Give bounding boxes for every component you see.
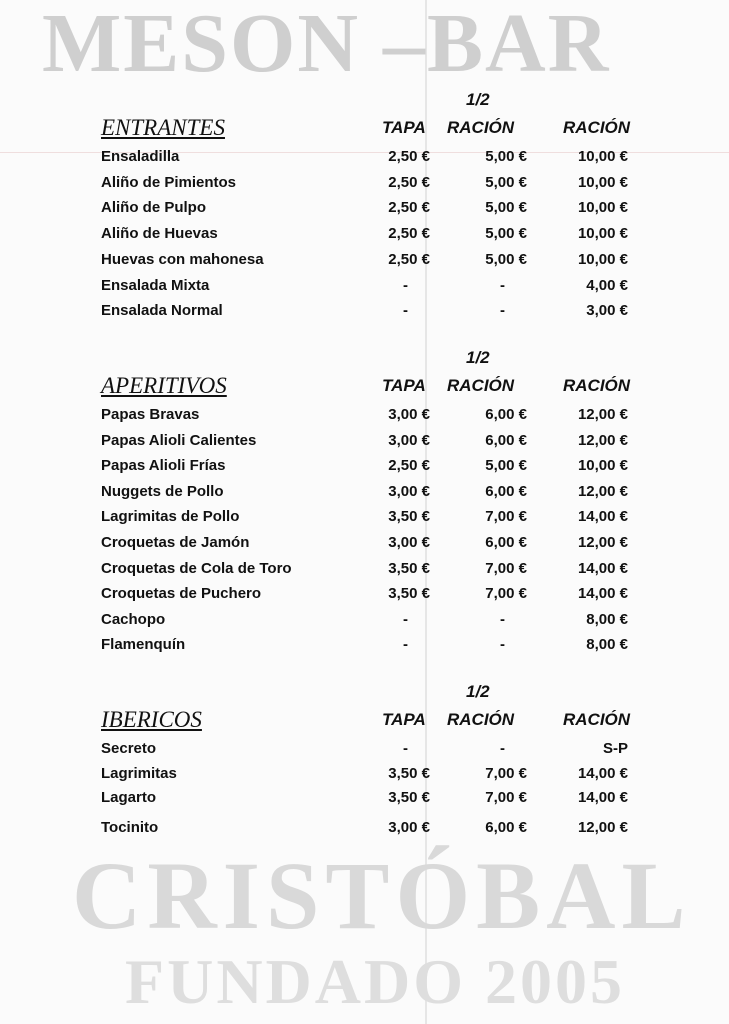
price-tapa: - xyxy=(403,302,408,320)
menu-item-row xyxy=(0,584,729,608)
menu-item-row xyxy=(0,610,729,634)
price-tapa: 2,50 € xyxy=(388,225,430,243)
price-tapa: 3,00 € xyxy=(388,818,430,836)
price-media-racion: 7,00 € xyxy=(485,559,527,577)
item-name: Lagarto xyxy=(101,789,157,807)
price-racion: 14,00 € xyxy=(577,559,628,577)
item-name: Flamenquín xyxy=(101,636,186,654)
price-media-racion: - xyxy=(500,610,505,628)
item-name: Papas Bravas xyxy=(101,406,200,423)
item-name: Lagrimitas de Pollo xyxy=(101,508,240,526)
price-media-racion: 5,00 € xyxy=(485,457,527,475)
column-media-racion: RACIÓN xyxy=(447,710,515,729)
item-name: Cachopo xyxy=(101,610,166,628)
price-racion: 4,00 € xyxy=(586,276,628,294)
price-media-racion: - xyxy=(500,302,505,320)
price-tapa: 3,00 € xyxy=(388,431,430,449)
price-tapa: 3,50 € xyxy=(388,559,430,577)
item-name: Papas Alioli Frías xyxy=(101,457,226,475)
price-racion: 8,00 € xyxy=(586,610,628,628)
item-name: Croquetas de Jamón xyxy=(101,534,250,551)
price-racion: 3,00 € xyxy=(586,302,628,320)
menu-item-row xyxy=(0,431,729,455)
price-tapa: - xyxy=(403,740,408,757)
price-racion: 12,00 € xyxy=(577,482,628,500)
price-media-racion: 5,00 € xyxy=(485,225,527,243)
price-tapa: 2,50 € xyxy=(388,173,430,191)
column-tapa: TAPA xyxy=(382,118,426,137)
price-media-racion: 7,00 € xyxy=(485,764,527,782)
price-media-racion: 5,00 € xyxy=(485,173,527,191)
column-racion: RACIÓN xyxy=(563,118,631,137)
section-title: ENTRANTES xyxy=(101,115,225,140)
menu-item-row xyxy=(0,559,729,583)
price-tapa: 2,50 € xyxy=(388,199,430,217)
price-tapa: 3,50 € xyxy=(388,764,430,782)
price-racion: 10,00 € xyxy=(577,199,628,217)
price-tapa: 3,00 € xyxy=(388,406,430,423)
menu-item-row xyxy=(0,764,729,788)
price-racion: 14,00 € xyxy=(577,764,628,782)
price-racion: 10,00 € xyxy=(577,250,628,268)
price-tapa: - xyxy=(403,276,408,294)
menu-item-row xyxy=(0,405,729,429)
price-racion: 10,00 € xyxy=(577,225,628,243)
menu-item-row xyxy=(0,147,729,171)
price-media-racion: 5,00 € xyxy=(485,199,527,217)
menu-item-row xyxy=(0,456,729,480)
column-racion: RACIÓN xyxy=(563,710,631,729)
menu-item-row xyxy=(0,635,729,659)
price-tapa: - xyxy=(403,636,408,654)
price-racion: 14,00 € xyxy=(577,585,628,603)
menu-item-row xyxy=(0,224,729,248)
watermark-fundado: FUNDADO 2005 xyxy=(125,946,625,1017)
menu-item-row xyxy=(0,507,729,531)
item-name: Croquetas de Cola de Toro xyxy=(101,559,292,577)
price-racion: 12,00 € xyxy=(577,406,628,423)
price-racion: 10,00 € xyxy=(577,173,628,191)
column-media-racion: RACIÓN xyxy=(447,118,515,137)
price-racion: S-P xyxy=(602,740,628,757)
price-media-racion: 7,00 € xyxy=(485,508,527,526)
item-name: Ensaladilla xyxy=(101,148,180,165)
item-name: Aliño de Pimientos xyxy=(101,173,237,191)
price-racion: 8,00 € xyxy=(586,636,628,654)
item-name: Aliño de Huevas xyxy=(101,225,218,243)
price-media-racion: 6,00 € xyxy=(485,818,527,836)
menu-item-row xyxy=(0,301,729,325)
section-title: APERITIVOS xyxy=(101,373,227,398)
price-media-racion: - xyxy=(500,636,505,654)
price-media-racion: 5,00 € xyxy=(485,148,527,165)
item-name: Secreto xyxy=(101,740,157,757)
item-name: Nuggets de Pollo xyxy=(101,482,224,500)
price-tapa: 2,50 € xyxy=(388,250,430,268)
menu-item-row xyxy=(0,482,729,506)
item-name: Lagrimitas xyxy=(101,764,177,782)
menu-item-row xyxy=(0,533,729,557)
column-racion: RACIÓN xyxy=(563,376,631,395)
price-tapa: 3,50 € xyxy=(388,789,430,807)
price-racion: 12,00 € xyxy=(577,431,628,449)
column-tapa: TAPA xyxy=(382,710,426,729)
item-name: Huevas con mahonesa xyxy=(101,250,264,268)
price-tapa: 3,50 € xyxy=(388,508,430,526)
price-tapa: 3,00 € xyxy=(388,482,430,500)
price-racion: 10,00 € xyxy=(577,148,628,165)
item-name: Papas Alioli Calientes xyxy=(101,431,257,449)
price-media-racion: 6,00 € xyxy=(485,482,527,500)
price-racion: 14,00 € xyxy=(577,789,628,807)
item-name: Ensalada Normal xyxy=(101,302,223,320)
section-title: IBERICOS xyxy=(101,707,202,732)
price-media-racion: - xyxy=(500,740,505,757)
item-name: Croquetas de Puchero xyxy=(101,585,262,603)
price-tapa: 3,00 € xyxy=(388,534,430,551)
menu-item-row xyxy=(0,198,729,222)
price-racion: 14,00 € xyxy=(577,508,628,526)
half-label: 1/2 xyxy=(466,90,490,109)
price-media-racion: 6,00 € xyxy=(485,406,527,423)
price-media-racion: 7,00 € xyxy=(485,789,527,807)
half-label: 1/2 xyxy=(466,348,490,367)
price-media-racion: 6,00 € xyxy=(485,534,527,551)
menu-item-row xyxy=(0,276,729,300)
menu-item-row xyxy=(0,788,729,812)
item-name: Aliño de Pulpo xyxy=(101,199,206,217)
menu-item-row xyxy=(0,818,729,842)
watermark-cristobal: CRISTÓBAL xyxy=(72,842,692,949)
half-label: 1/2 xyxy=(466,682,490,701)
price-media-racion: 5,00 € xyxy=(485,250,527,268)
menu-item-row xyxy=(0,173,729,197)
price-racion: 12,00 € xyxy=(577,534,628,551)
price-media-racion: 6,00 € xyxy=(485,431,527,449)
menu-item-row xyxy=(0,250,729,274)
price-tapa: 2,50 € xyxy=(388,457,430,475)
item-name: Tocinito xyxy=(101,818,159,836)
price-racion: 10,00 € xyxy=(577,457,628,475)
price-media-racion: - xyxy=(500,276,505,294)
column-media-racion: RACIÓN xyxy=(447,376,515,395)
price-racion: 12,00 € xyxy=(577,818,628,836)
watermark-meson-bar: MESON –BAR xyxy=(42,0,611,90)
menu-item-row xyxy=(0,739,729,763)
price-tapa: 2,50 € xyxy=(388,148,430,165)
price-tapa: 3,50 € xyxy=(388,585,430,603)
column-tapa: TAPA xyxy=(382,376,426,395)
price-media-racion: 7,00 € xyxy=(485,585,527,603)
item-name: Ensalada Mixta xyxy=(101,276,210,294)
price-tapa: - xyxy=(403,610,408,628)
